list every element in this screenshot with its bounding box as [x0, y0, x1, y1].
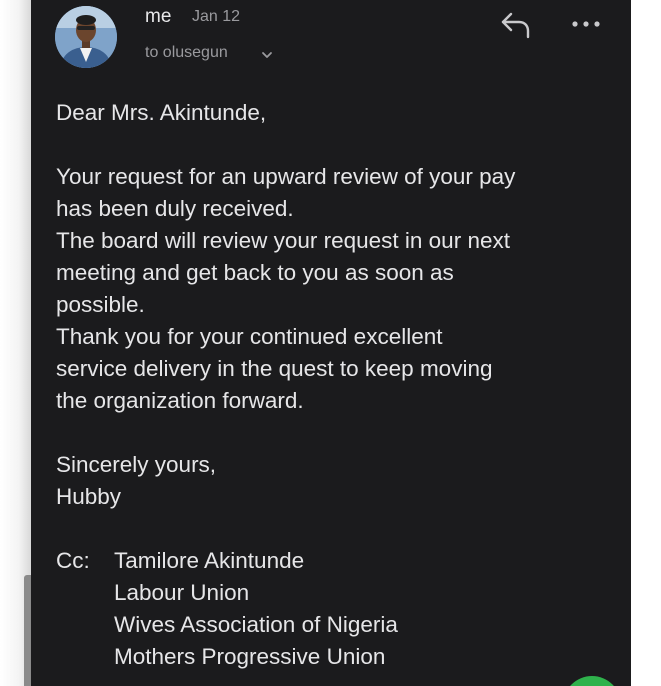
body-line: The board will review your request in our next [56, 228, 510, 253]
more-options-icon[interactable] [570, 14, 602, 34]
avatar-photo-icon [55, 6, 117, 68]
email-body [56, 97, 621, 673]
body-line: meeting and get back to you as soon as [56, 260, 454, 285]
greeting: Dear Mrs. Akintunde, [56, 100, 267, 125]
signature: Hubby [56, 484, 122, 509]
email-view [31, 0, 631, 686]
body-line: the organization forward. [56, 388, 304, 413]
sender-name[interactable]: me [145, 6, 172, 27]
sent-date: Jan 12 [192, 8, 241, 25]
avatar[interactable] [55, 6, 117, 68]
closing: Sincerely yours, [56, 452, 217, 477]
cc-recipient: Labour Union [114, 580, 250, 605]
reply-icon[interactable] [499, 10, 533, 40]
cc-recipient: Wives Association of Nigeria [114, 612, 398, 637]
body-line: Your request for an upward review of your pay [56, 164, 516, 189]
body-line: possible. [56, 292, 145, 317]
body-line: has been duly received. [56, 196, 294, 221]
body-line: service delivery in the quest to keep moving [56, 356, 493, 381]
cc-line [56, 545, 621, 577]
compose-button[interactable] [563, 676, 621, 686]
chevron-down-icon[interactable] [260, 48, 274, 62]
recipient-line[interactable]: to olusegun [145, 44, 228, 61]
cc-label: Cc: [56, 548, 90, 573]
cc-recipient: Tamilore Akintunde [114, 548, 305, 573]
body-line: Thank you for your continued excellent [56, 324, 443, 349]
cc-recipient: Mothers Progressive Union [114, 644, 386, 669]
